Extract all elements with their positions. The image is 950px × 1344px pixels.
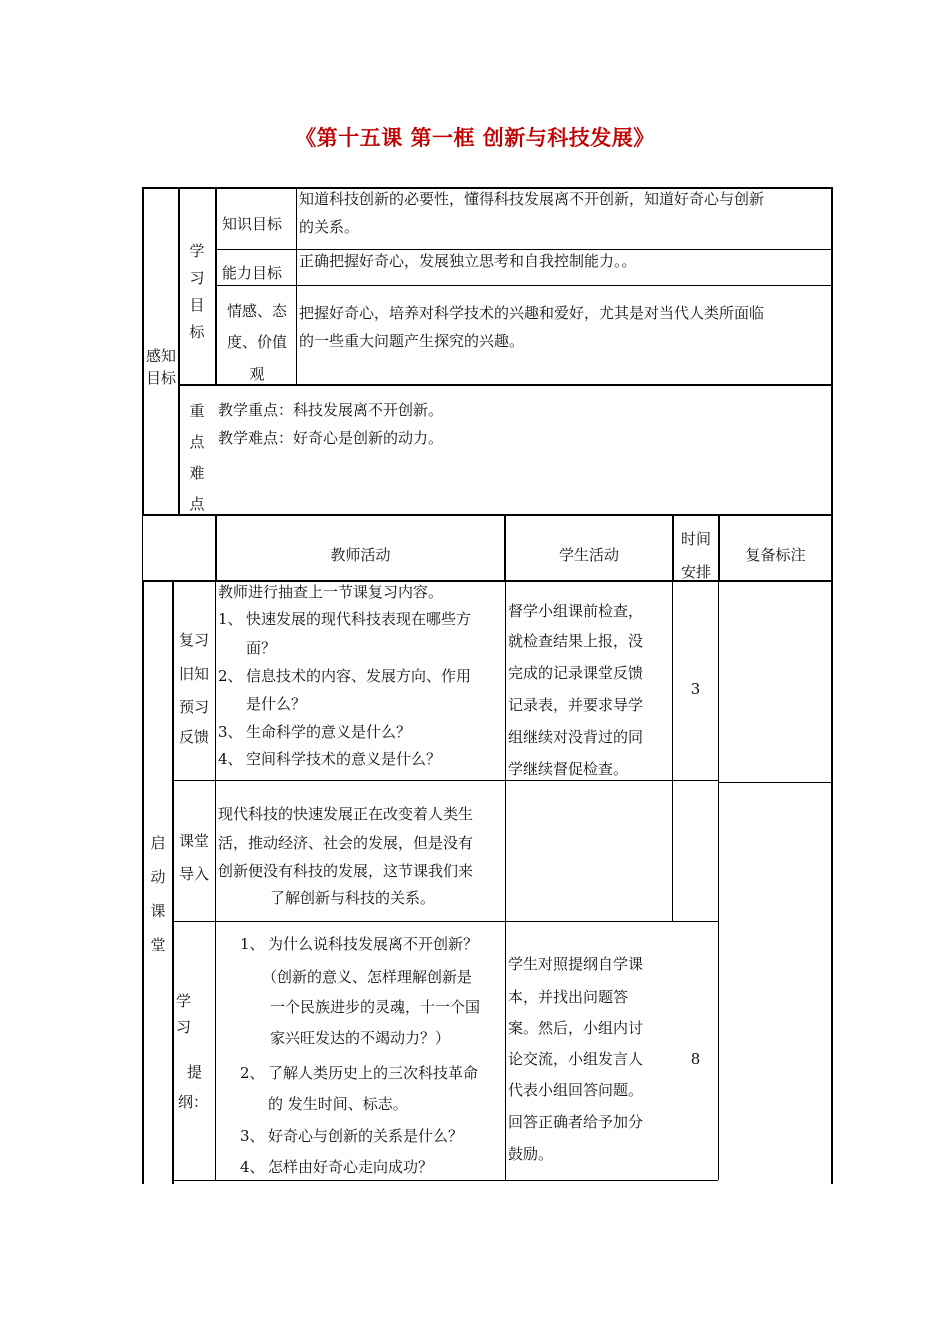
outline-question-number: 3、	[240, 1127, 265, 1145]
ability-goal-text: 正确把握好奇心，发展独立思考和自我控制能力。。	[299, 252, 637, 270]
outline-question-text: 为什么说科技发展离不开创新？	[268, 935, 479, 953]
header-teacher-activity: 教师活动	[330, 546, 391, 564]
review-intro: 教师进行抽查上一节课复习内容。	[218, 583, 444, 601]
review-question-number: 1、	[218, 610, 243, 628]
label-review-line3: 预习	[179, 698, 210, 716]
label-emotion-goal-line1: 情感、态	[226, 302, 287, 320]
review-question-number: 3、	[218, 723, 243, 741]
label-ability-goal: 能力目标	[222, 264, 283, 282]
header-revision-notes: 复备标注	[745, 546, 806, 564]
outline-question-note: 家兴旺发达的不竭动力？）	[270, 1029, 451, 1047]
key-point-text: 教学重点：科技发展离不开创新。	[218, 401, 444, 419]
emotion-goal-line1: 把握好奇心，培养对科学技术的兴趣和爱好，尤其是对当代人类所面临	[299, 304, 765, 322]
review-question-number: 4、	[218, 750, 243, 768]
outline-question-note: （创新的意义、怎样理解创新是	[262, 968, 473, 986]
header-time-line1: 时间	[680, 530, 711, 548]
label-outline-line2: 习	[176, 1018, 192, 1036]
label-review-line1: 复习	[179, 631, 210, 649]
review-question-text: 生命科学的意义是什么？	[246, 723, 412, 741]
outline-question-number: 2、	[240, 1064, 265, 1082]
outline-time: 8	[690, 1050, 701, 1068]
label-lead-in-line2: 导入	[179, 865, 210, 883]
outline-question-number: 1、	[240, 935, 265, 953]
outline-question-text: 好奇心与创新的关系是什么？	[268, 1127, 464, 1145]
review-question-text-cont: 是什么？	[246, 695, 307, 713]
review-question-text: 空间科学技术的意义是什么？	[246, 750, 442, 768]
review-time: 3	[690, 680, 701, 698]
section-label-perception-goals: 感知目标	[145, 347, 176, 387]
emotion-goal-line2: 的一些重大问题产生探究的兴趣。	[299, 332, 525, 350]
page-title: 《第十五课 第一框 创新与科技发展》	[295, 125, 655, 150]
outline-question-note: 一个民族进步的灵魂，十一个国	[270, 998, 481, 1016]
label-key-points: 重点难点	[189, 402, 205, 513]
label-learning-goals: 学习目标	[189, 242, 205, 341]
difficulty-point-text: 教学难点：好奇心是创新的动力。	[218, 429, 444, 447]
section-label-start-class: 启动课堂	[150, 834, 166, 954]
header-time-line2: 安排	[680, 563, 711, 581]
label-outline-line3: 提	[187, 1063, 203, 1081]
label-review-line2: 旧知	[179, 665, 210, 683]
label-knowledge-goal: 知识目标	[222, 215, 283, 233]
outline-question-text-cont: 的 发生时间、标志。	[268, 1095, 408, 1113]
outline-question-text: 了解人类历史上的三次科技革命	[268, 1064, 479, 1082]
label-review-line4: 反馈	[179, 728, 210, 746]
outline-question-text: 怎样由好奇心走向成功？	[268, 1158, 434, 1176]
label-outline-line4: 纲：	[178, 1093, 209, 1111]
knowledge-goal-line2: 的关系。	[299, 218, 360, 236]
knowledge-goal-line1: 知道科技创新的必要性，懂得科技发展离不开创新，知道好奇心与创新	[299, 190, 765, 208]
review-question-number: 2、	[218, 667, 243, 685]
label-emotion-goal-line2: 度、价值	[226, 333, 287, 351]
review-question-text: 信息技术的内容、发展方向、作用	[246, 667, 472, 685]
review-question-text-cont: 面？	[246, 639, 277, 657]
outline-question-number: 4、	[240, 1158, 265, 1176]
label-lead-in-line1: 课堂	[179, 832, 210, 850]
review-question-text: 快速发展的现代科技表现在哪些方	[246, 610, 472, 628]
label-outline-line1: 学	[176, 992, 192, 1010]
header-student-activity: 学生活动	[558, 546, 619, 564]
label-emotion-goal-line3: 观	[249, 365, 265, 383]
